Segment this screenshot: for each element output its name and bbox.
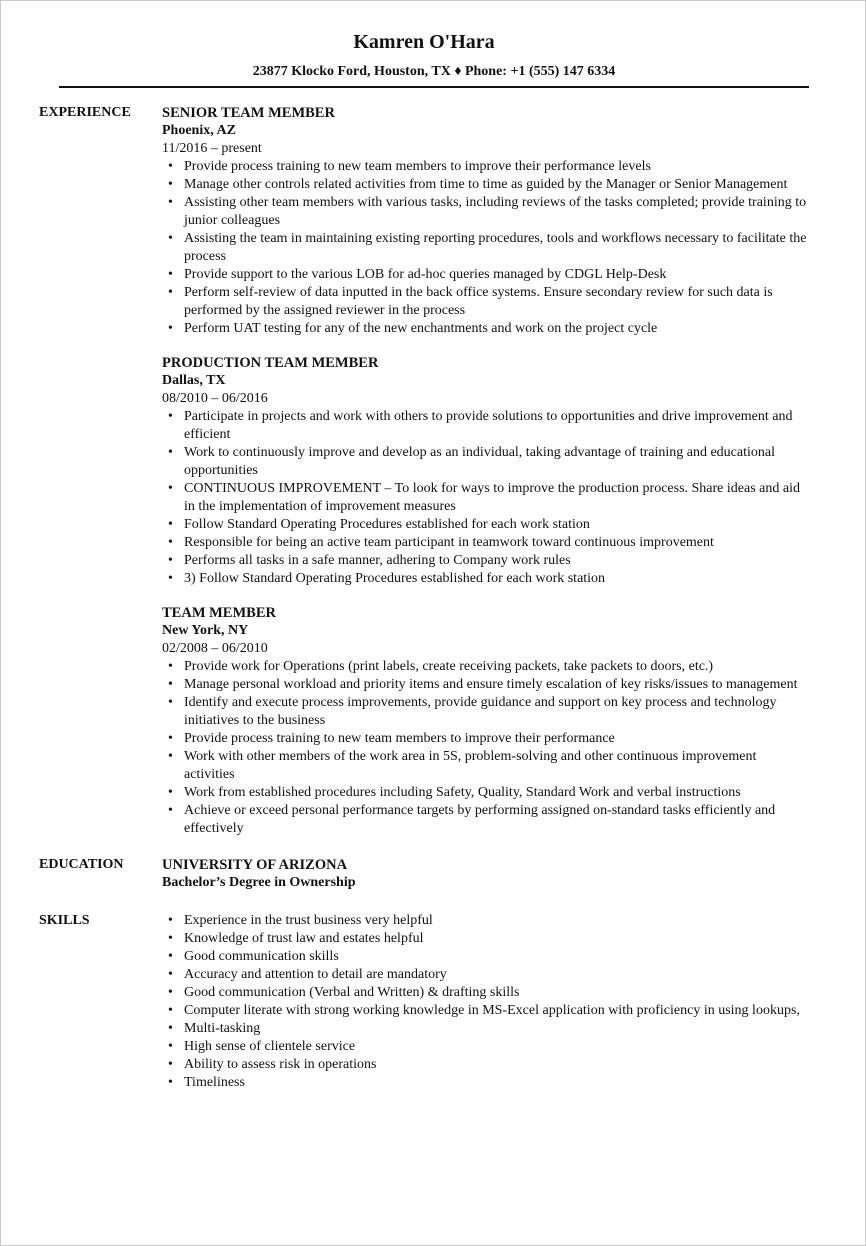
- job-bullet: • Work with other members of the work area in 5S, problem-solving and other continuous improvement activities: [184, 748, 809, 784]
- job-bullet: • Perform self-review of data inputted in the back office systems. Ensure secondary review for such data is performed by the assigned reviewer in the process: [184, 284, 809, 320]
- job-bullet: • Provide process training to new team members to improve their performance levels: [184, 158, 809, 176]
- section-label-skills: SKILLS: [39, 913, 90, 928]
- job-location: Dallas, TX: [162, 373, 226, 388]
- education-degree: Bachelor’s Degree in Ownership: [162, 875, 356, 890]
- skill-item: • Ability to assess risk in operations: [184, 1056, 809, 1074]
- skill-item: • Accuracy and attention to detail are mandatory: [184, 966, 809, 984]
- skills-section: [39, 912, 809, 1092]
- job-bullet: • Work to continuously improve and develop as an individual, taking advantage of training and educational opportunities: [184, 444, 809, 480]
- job-dates: 11/2016 – present: [162, 141, 262, 156]
- skill-item: • Good communication (Verbal and Written) & drafting skills: [184, 984, 809, 1002]
- job-dates: 08/2010 – 06/2016: [162, 391, 268, 406]
- contact-line: 23877 Klocko Ford, Houston, TX ♦ Phone: +1 (555) 147 6334: [59, 63, 809, 88]
- skills-body: [162, 912, 809, 1092]
- job-bullet: • 3) Follow Standard Operating Procedures established for each work station: [184, 570, 809, 588]
- job-bullet: • Provide work for Operations (print labels, create receiving packets, take packets to doors, etc.): [184, 658, 809, 676]
- education-school: UNIVERSITY OF ARIZONA: [162, 857, 348, 873]
- job-entry: [162, 604, 809, 838]
- job-bullets: [162, 658, 809, 838]
- job-bullet: • Assisting other team members with various tasks, including reviews of the tasks completed; provide training to junior colleagues: [184, 194, 809, 230]
- section-label-experience: EXPERIENCE: [39, 105, 131, 120]
- skill-item: • Experience in the trust business very helpful: [184, 912, 809, 930]
- job-bullet: • Work from established procedures including Safety, Quality, Standard Work and verbal instructions: [184, 784, 809, 802]
- job-bullet: • CONTINUOUS IMPROVEMENT – To look for ways to improve the production process. Share ideas and aid in the implementation of improvement measures: [184, 480, 809, 516]
- job-location: New York, NY: [162, 623, 249, 638]
- skill-item: • High sense of clientele service: [184, 1038, 809, 1056]
- job-bullet: • Manage other controls related activities from time to time as guided by the Manager or Senior Management: [184, 176, 809, 194]
- skill-item: • Knowledge of trust law and estates helpful: [184, 930, 809, 948]
- skill-item: • Timeliness: [184, 1074, 809, 1092]
- job-bullet: • Responsible for being an active team participant in teamwork toward continuous improvement: [184, 534, 809, 552]
- skills-list: [162, 912, 809, 1092]
- job-title: PRODUCTION TEAM MEMBER: [162, 355, 379, 371]
- job-bullet: • Identify and execute process improvements, provide guidance and support on key process and technology initiatives to the business: [184, 694, 809, 730]
- experience-section: [39, 104, 809, 838]
- education-body: [162, 856, 809, 892]
- job-bullet: • Achieve or exceed personal performance targets by performing assigned on-standard tasks efficiently and effectively: [184, 802, 809, 838]
- candidate-name: Kamren O'Hara: [353, 31, 495, 53]
- job-bullet: • Provide process training to new team members to improve their performance: [184, 730, 809, 748]
- job-bullet: • Performs all tasks in a safe manner, adhering to Company work rules: [184, 552, 809, 570]
- job-bullet: • Participate in projects and work with others to provide solutions to opportunities and drive improvement and efficient: [184, 408, 809, 444]
- job-bullet: • Follow Standard Operating Procedures established for each work station: [184, 516, 809, 534]
- job-location: Phoenix, AZ: [162, 123, 236, 138]
- job-entry: [162, 104, 809, 338]
- job-title: TEAM MEMBER: [162, 605, 276, 621]
- experience-body: [162, 104, 809, 838]
- skill-item: • Computer literate with strong working knowledge in MS-Excel application with proficiency in using lookups,: [184, 1002, 809, 1020]
- job-bullet: • Assisting the team in maintaining existing reporting procedures, tools and workflows necessary to facilitate the process: [184, 230, 809, 266]
- job-entry: [162, 354, 809, 588]
- job-bullet: • Provide support to the various LOB for ad-hoc queries managed by CDGL Help-Desk: [184, 266, 809, 284]
- job-title: SENIOR TEAM MEMBER: [162, 105, 335, 121]
- section-label-education: EDUCATION: [39, 857, 124, 872]
- job-bullets: [162, 158, 809, 338]
- education-section: [39, 856, 809, 892]
- skill-item: • Good communication skills: [184, 948, 809, 966]
- job-dates: 02/2008 – 06/2010: [162, 641, 268, 656]
- job-bullet: • Manage personal workload and priority items and ensure timely escalation of key risks/issues to management: [184, 676, 809, 694]
- job-bullet: • Perform UAT testing for any of the new enchantments and work on the project cycle: [184, 320, 809, 338]
- skill-item: • Multi-tasking: [184, 1020, 809, 1038]
- job-bullets: [162, 408, 809, 588]
